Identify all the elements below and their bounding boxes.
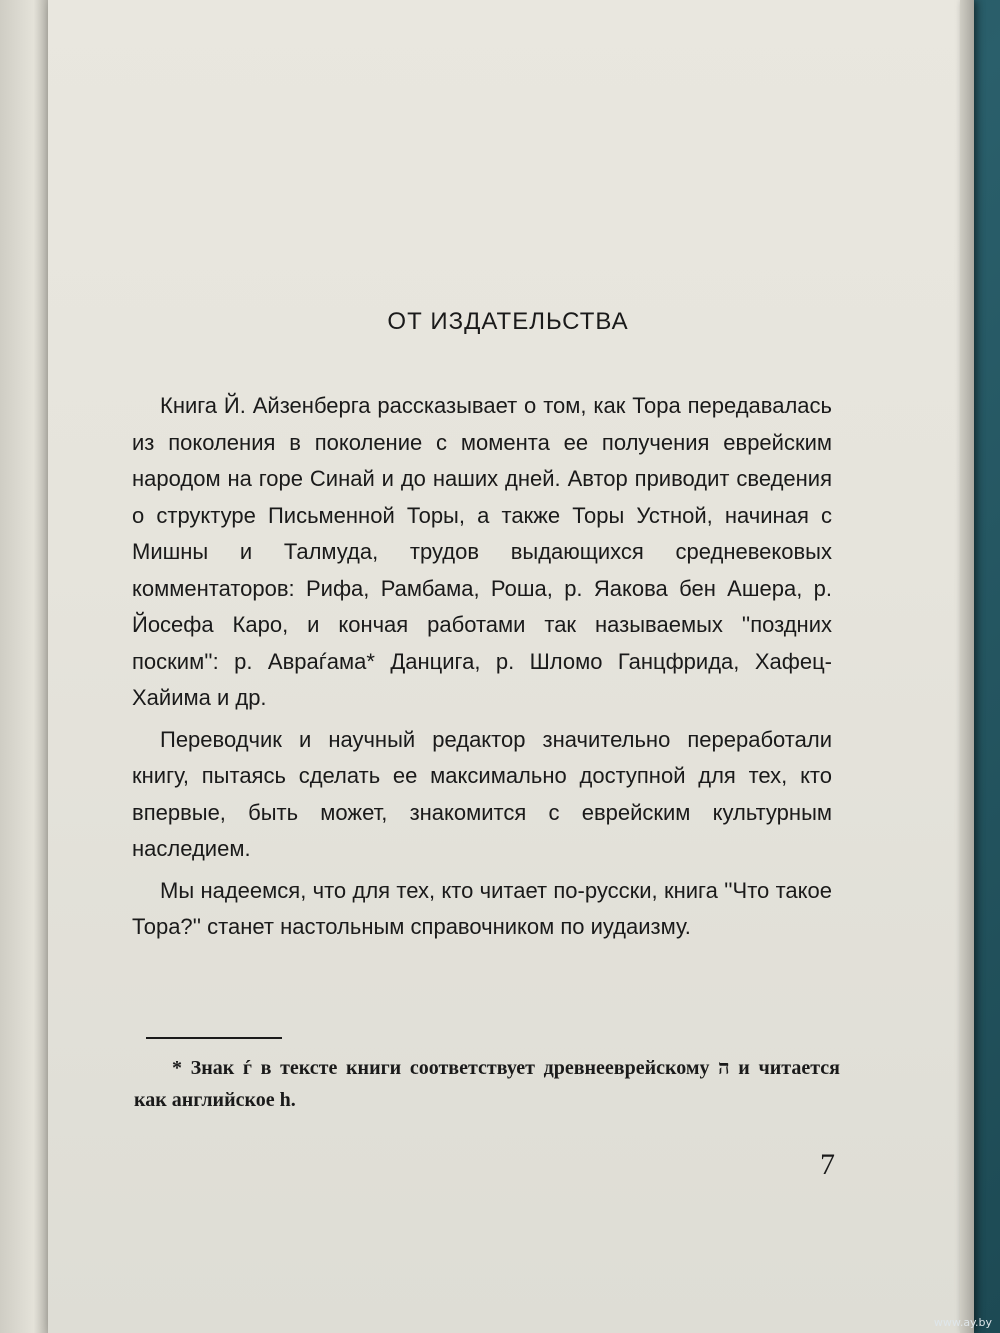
watermark: www.ay.by	[933, 1316, 992, 1329]
footnote-rule	[146, 1037, 282, 1039]
paragraph-1: Книга Й. Айзенберга рассказывает о том, как Тора передавалась из поколения в поколение с момента ее получения еврейским народом на горе Синай и до наших дней. Автор приводит сведения о структуре Письменной Торы, а также Торы Устной, начиная с Мишны и Талмуда, трудов выдающихся средневековых комментаторов: Рифа, Рамбама, Роша, р. Яакова бен Ашера, р. Йосефа Каро, и кончая работами так называемых ''поздних поским'': р. Авраѓама* Данцига, р. Шломо Ганцфрида, Хафец-Хайима и др.	[132, 393, 832, 710]
page-number: 7	[820, 1148, 835, 1181]
facing-page-edge	[0, 0, 48, 1333]
paragraph-2: Переводчик и научный редактор значительно переработали книгу, пытаясь сделать ее максимально доступной для тех, кто впервые, быть может, знакомится с еврейским культурным наследием.	[132, 726, 832, 861]
footnote-text: * Знак ѓ в тексте книги соответствует древнееврейскому ה и читается как английское h.	[134, 1057, 840, 1111]
page-heading: ОТ ИЗДАТЕЛЬСТВА	[387, 308, 629, 335]
page-stack-edge	[960, 0, 974, 1333]
body-text	[132, 388, 832, 951]
paragraph-3: Мы надеемся, что для тех, кто читает по-русски, книга ''Что такое Тора?'' станет настольным справочником по иудаизму.	[132, 877, 832, 939]
footnote	[134, 1052, 840, 1116]
